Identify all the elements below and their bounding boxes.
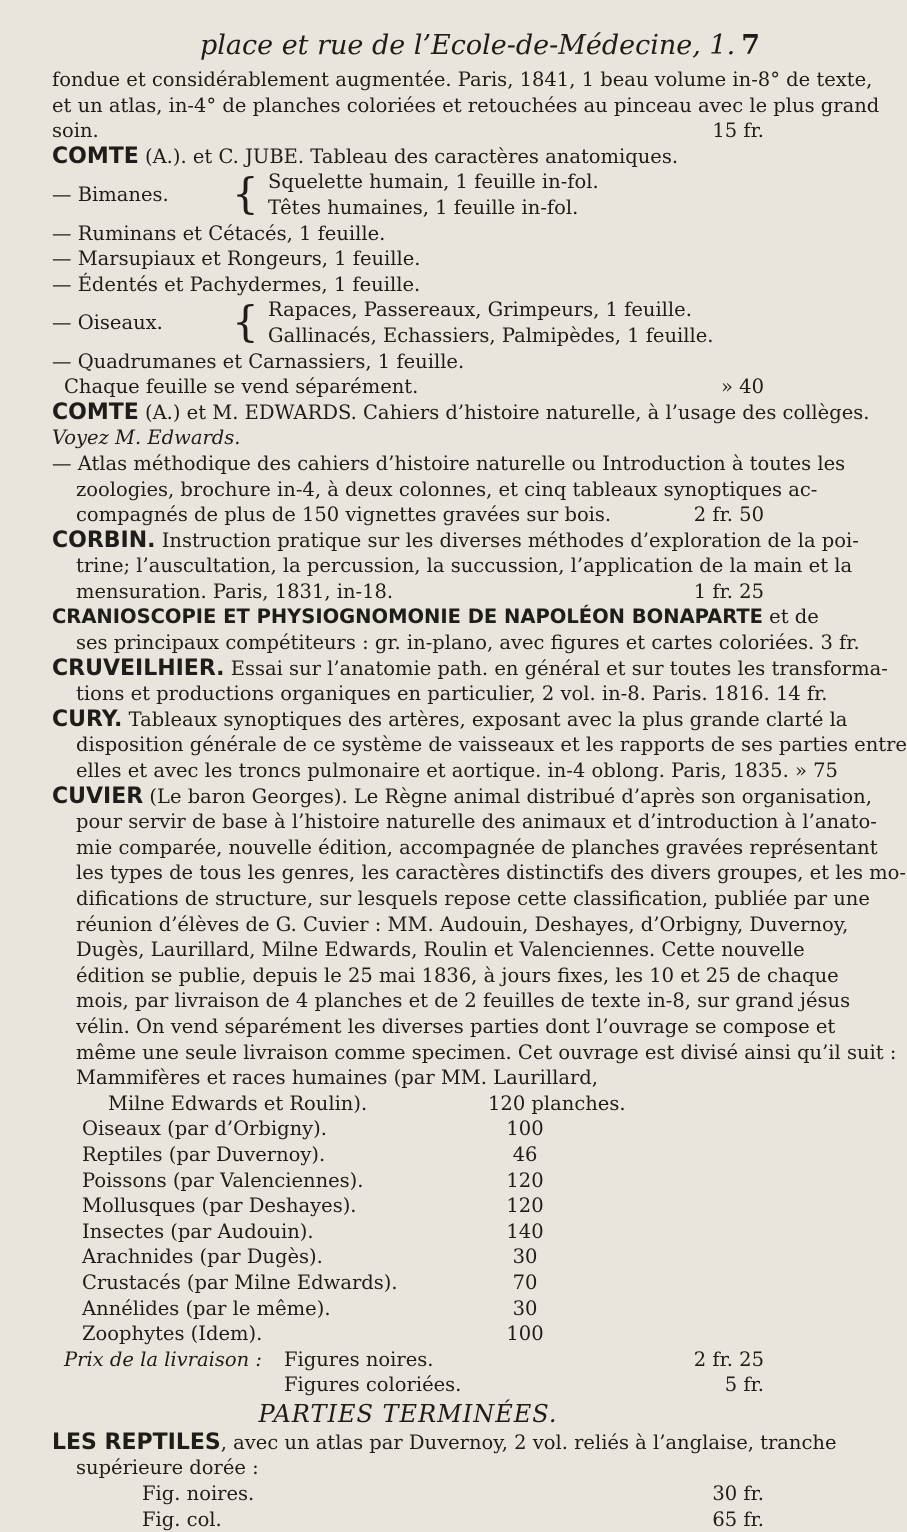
part-name: Annélides (par le même).: [82, 1296, 331, 1320]
text-line: — Édentés et Pachydermes, 1 feuille.: [52, 272, 421, 296]
livraison-noires: Figures noires.: [284, 1347, 434, 1371]
entry-heading: CORBIN.: [52, 527, 156, 553]
text-line: réunion d’élèves de G. Cuvier : MM. Audouin, Deshayes, d’Orbigny, Duvernoy,: [76, 912, 849, 936]
entry-heading: CUVIER: [52, 783, 144, 809]
group-label: — Bimanes.: [52, 183, 169, 207]
reptiles-noires: Fig. noires.: [142, 1482, 255, 1506]
price: 15 fr.: [712, 119, 764, 143]
line-text: compagnés de plus de 150 vignettes gravées sur bois.: [76, 503, 612, 527]
price: 2 fr. 50: [693, 503, 764, 527]
entry-comte-edwards: [52, 399, 870, 426]
text-line: et un atlas, in-4° de planches coloriées et retouchées au pinceau avec le plus grand: [52, 93, 880, 117]
text-line: trine; l’auscultation, la percussion, la succussion, l’application de la main et la: [76, 554, 853, 578]
part-count: 46: [512, 1142, 538, 1166]
running-header: [0, 22, 800, 62]
part-name: Oiseaux (par d’Orbigny).: [82, 1117, 327, 1141]
group-item: Rapaces, Passereaux, Grimpeurs, 1 feuille.: [268, 298, 692, 322]
entry-text: et de: [769, 605, 819, 629]
part-count: 100: [506, 1117, 544, 1141]
bimanes-group: [52, 169, 764, 220]
brace-icon: {: [232, 169, 259, 219]
entry-reptiles: [52, 1429, 837, 1456]
entry-text: (A.) et M. EDWARDS. Cahiers d’histoire naturelle, à l’usage des collèges.: [144, 400, 870, 424]
part-row: [52, 1168, 764, 1194]
entry-text: (Le baron Georges). Le Règne animal distribué d’après son organisation,: [149, 784, 872, 808]
text-line: supérieure dorée :: [76, 1456, 259, 1480]
text-line: fondue et considérablement augmentée. Paris, 1841, 1 beau volume in-8° de texte,: [52, 68, 873, 91]
part-row: [52, 1244, 764, 1270]
group-item: Gallinacés, Echassiers, Palmipèdes, 1 feuille.: [268, 323, 714, 347]
text-line: zoologies, brochure in-4, à deux colonnes, et cinq tableaux synoptiques ac-: [76, 477, 818, 501]
part-name: Poissons (par Valenciennes).: [82, 1168, 364, 1192]
group-item: Têtes humaines, 1 feuille in-fol.: [268, 195, 579, 219]
part-row: [52, 1321, 764, 1347]
entry-heading: CRANIOSCOPIE ET PHYSIOGNOMONIE DE NAPOLÉON BONAPARTE: [52, 605, 763, 629]
price: » 40: [721, 375, 764, 399]
text-line: mie comparée, nouvelle édition, accompagnée de planches gravées représentant: [76, 835, 878, 859]
text-line: — Quadrumanes et Carnassiers, 1 feuille.: [52, 349, 465, 373]
entry-comte-jube: [52, 144, 764, 170]
price: 30 fr.: [712, 1482, 764, 1506]
entry-text: Tableaux synoptiques des artères, exposant avec la plus grande clarté la: [128, 707, 848, 731]
text-line: tions et productions organiques en particulier, 2 vol. in-8. Paris. 1816. 14 fr.: [76, 682, 828, 706]
line-text: Chaque feuille se vend séparément.: [64, 375, 419, 399]
text-line: Mammifères et races humaines (par MM. Laurillard,: [76, 1066, 598, 1090]
entry-text: , avec un atlas par Duvernoy, 2 vol. reliés à l’anglaise, tranche: [220, 1430, 837, 1454]
text-line: [52, 502, 764, 528]
price: 2 fr. 25: [693, 1347, 764, 1371]
text-line: elles et avec les troncs pulmonaire et aortique. in-4 oblong. Paris, 1835. » 75: [76, 759, 838, 783]
parts-list: [52, 1091, 764, 1347]
text-line: pour servir de base à l’histoire naturelle des animaux et d’introduction à l’anato-: [76, 810, 877, 834]
text-line: ses principaux compétiteurs : gr. in-plano, avec figures et cartes coloriées. 3 fr.: [76, 631, 860, 655]
price: 1 fr. 25: [693, 579, 764, 603]
entry-text: Essai sur l’anatomie path. en général et sur toutes les transforma-: [230, 656, 888, 680]
entry-cury: [52, 706, 848, 733]
part-row: [52, 1116, 764, 1142]
entry-heading: CRUVEILHIER.: [52, 655, 225, 681]
entry-text: Instruction pratique sur les diverses méthodes d’exploration de la poi-: [161, 528, 859, 552]
reptiles-noires-row: [52, 1481, 764, 1507]
entry-corbin: [52, 527, 859, 554]
part-row: [52, 1270, 764, 1296]
text-line: — Ruminans et Cétacés, 1 feuille.: [52, 221, 386, 245]
text-line: vélin. On vend séparément les diverses parties dont l’ouvrage se compose et: [76, 1014, 836, 1038]
text-line: [52, 374, 764, 400]
entry-cuvier: [52, 783, 872, 810]
part-name: Mollusques (par Deshayes).: [82, 1194, 357, 1218]
section-title: PARTIES TERMINÉES.: [258, 1399, 558, 1428]
livraison-noires-row: [52, 1347, 764, 1373]
text-line: [52, 579, 764, 605]
part-name: Crustacés (par Milne Edwards).: [82, 1270, 398, 1294]
line-text: mensuration. Paris, 1831, in-18.: [76, 579, 394, 603]
part-name: Reptiles (par Duvernoy).: [82, 1142, 326, 1166]
text-line: — Atlas méthodique des cahiers d’histoire naturelle ou Introduction à toutes les: [52, 451, 846, 475]
page-number: 7: [741, 30, 760, 61]
text-line: [52, 118, 764, 144]
text-line: disposition générale de ce système de vaisseaux et les rapports de ses parties entre: [76, 733, 907, 757]
part-count: 120: [506, 1194, 544, 1218]
header-title: place et rue de l’Ecole-de-Médecine, 1.: [200, 30, 736, 61]
livraison-label: Prix de la livraison :: [64, 1347, 262, 1371]
group-label: — Oiseaux.: [52, 311, 163, 335]
part-name: Insectes (par Audouin).: [82, 1219, 314, 1243]
entry-heading: COMTE: [52, 399, 139, 425]
line-text: soin.: [52, 119, 99, 143]
text-line: mois, par livraison de 4 planches et de 2 feuilles de texte in-8, sur grand jésus: [76, 989, 851, 1013]
catalog-text: [52, 67, 907, 1532]
entry-text: (A.). et C. JUBE. Tableau des caractères anatomiques.: [144, 144, 679, 168]
entry-cranioscopie: [52, 604, 819, 630]
text-line: difications de structure, sur lesquels repose cette classification, publiée par une: [76, 887, 870, 910]
reptiles-col-row: [52, 1507, 764, 1532]
part-row: [52, 1193, 764, 1219]
text-line: édition se publie, depuis le 25 mai 1836, à jours fixes, les 10 et 25 de chaque: [76, 963, 839, 987]
reptiles-col: Fig. col.: [142, 1507, 222, 1531]
part-name: Milne Edwards et Roulin).: [108, 1091, 368, 1115]
part-row: [52, 1296, 764, 1322]
entry-heading: COMTE: [52, 143, 139, 169]
part-count: 140: [506, 1219, 544, 1243]
part-row: [52, 1142, 764, 1168]
text-line: — Marsupiaux et Rongeurs, 1 feuille.: [52, 247, 421, 271]
part-name: Zoophytes (Idem).: [82, 1322, 263, 1346]
livraison-coloriees-row: [52, 1372, 764, 1398]
part-count: 70: [512, 1270, 538, 1294]
price: 5 fr.: [724, 1373, 764, 1397]
part-row: [52, 1091, 764, 1117]
entry-cruveilhier: [52, 655, 888, 682]
part-count: 120 planches.: [488, 1091, 626, 1115]
price: 65 fr.: [712, 1507, 764, 1531]
part-count: 30: [512, 1245, 538, 1269]
text-line: même une seule livraison comme specimen. Cet ouvrage est divisé ainsi qu’il suit :: [76, 1040, 897, 1064]
text-line: Voyez M. Edwards.: [52, 426, 241, 450]
oiseaux-group: [52, 297, 764, 348]
livraison-coloriees: Figures coloriées.: [284, 1373, 462, 1397]
part-count: 120: [506, 1168, 544, 1192]
entry-heading: CURY.: [52, 706, 123, 732]
part-row: [52, 1219, 764, 1245]
group-item: Squelette humain, 1 feuille in-fol.: [268, 170, 599, 194]
brace-icon: {: [232, 297, 259, 347]
part-count: 30: [512, 1296, 538, 1320]
part-name: Arachnides (par Dugès).: [82, 1245, 323, 1269]
entry-heading: LES REPTILES: [52, 1429, 221, 1455]
text-line: Dugès, Laurillard, Milne Edwards, Roulin et Valenciennes. Cette nouvelle: [76, 938, 805, 962]
part-count: 100: [506, 1322, 544, 1346]
text-line: les types de tous les genres, les caractères distinctifs des divers groupes, et les mo-: [76, 861, 907, 885]
